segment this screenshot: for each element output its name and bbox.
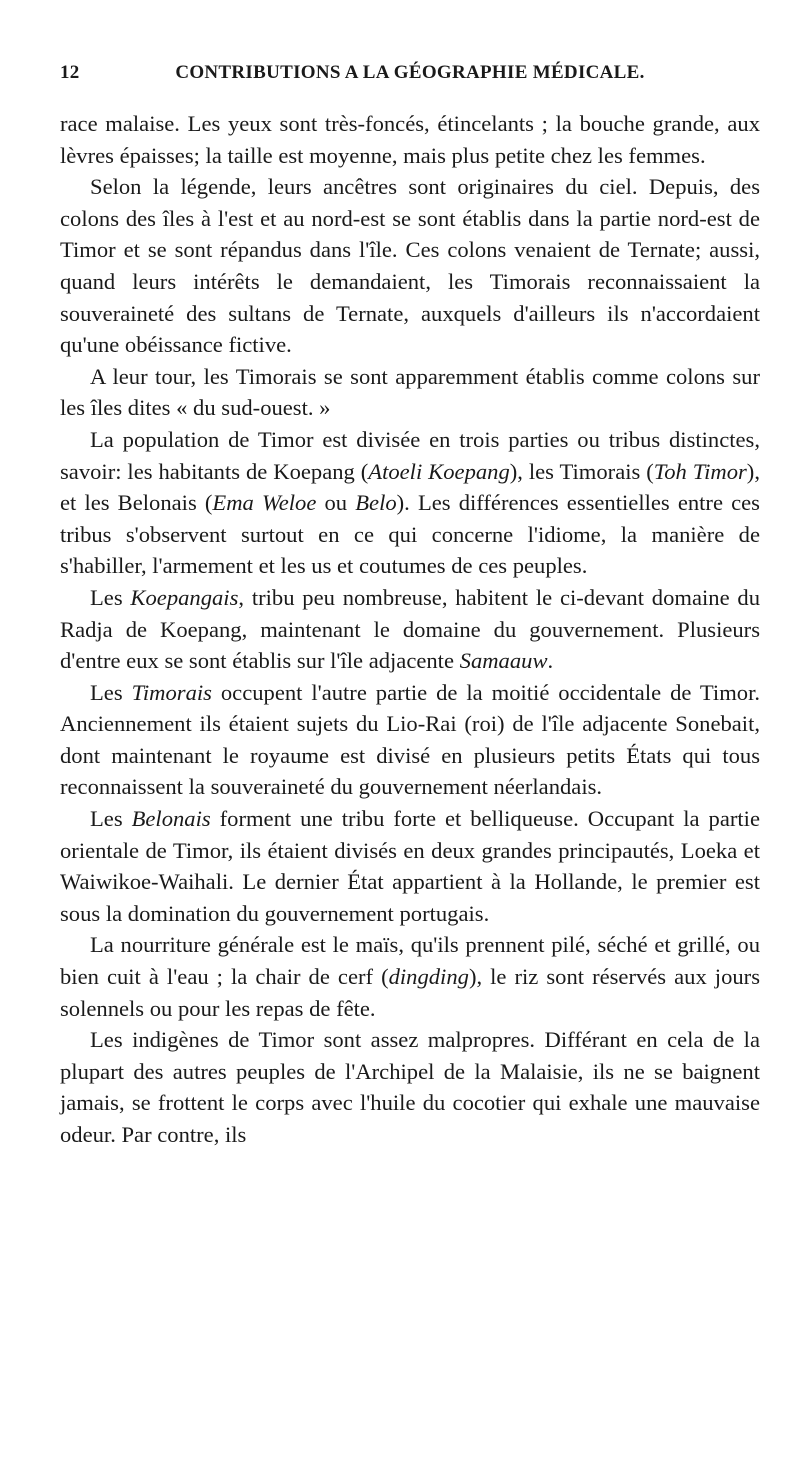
- italic-term: Belo: [355, 490, 397, 516]
- text-run: La nourriture générale est le maïs, qu'ils prennent pilé, séché et grillé, ou bien cuit à l'eau ; la chair de cerf (: [60, 932, 760, 990]
- text-run: ). Les différences essentielles entre ces tribus s'observent surtout en ce qui concerne l'idiome, la manière de s'habiller, l'armement et les us et coutumes de ces peuples.: [60, 490, 760, 579]
- text-run: Les indigènes de Timor sont assez malpropres. Différant en cela de la plupart des autres peuples de l'Archipel de la Malaisie, ils ne se baignent jamais, se frottent le corps avec l'huile du cocotier qui exhale une mauvaise odeur. Par contre, ils: [60, 1027, 760, 1147]
- paragraph: [60, 803, 760, 929]
- italic-term: Samaauw: [459, 648, 548, 674]
- page-number: 12: [60, 62, 80, 83]
- text-run: Les: [90, 584, 131, 610]
- text-run: Les: [90, 679, 132, 705]
- running-title: CONTRIBUTIONS A LA GÉOGRAPHIE MÉDICALE.: [175, 62, 645, 83]
- text-run: occupent l'autre partie de la moitié occidentale de Timor. Anciennement ils étaient sujets du Lio-Rai (roi) de l'île adjacente Sonebait, dont maintenant le royaume est divisé en plusieurs petits États qui tous reconnaissent la souveraineté du gouvernement néerlandais.: [60, 679, 760, 800]
- text-run: .: [547, 648, 554, 674]
- text-run: ), et les Belonais (: [60, 458, 760, 516]
- text-run: race malaise. Les yeux sont très-foncés, étincelants ; la bouche grande, aux lèvres épaisses; la taille est moyenne, mais plus petite chez les femmes.: [60, 111, 760, 168]
- paragraph: [60, 677, 760, 803]
- paragraph: [60, 424, 760, 582]
- paragraph: [60, 171, 760, 361]
- italic-term: dingding: [388, 964, 469, 990]
- text-run: La population de Timor est divisée en trois parties ou tribus distinctes, savoir: les habitants de Koepang (: [60, 426, 760, 484]
- text-run: ), les Timorais (: [509, 458, 654, 484]
- italic-term: Ema Weloe: [212, 490, 317, 516]
- italic-term: Timorais: [131, 679, 212, 705]
- italic-term: Belonais: [131, 806, 211, 832]
- italic-term: Koepangais: [130, 584, 239, 610]
- running-head: [60, 62, 760, 96]
- text-run: forment une tribu forte et belliqueuse. Occupant la partie orientale de Timor, ils étaient divisés en deux grandes principautés, Loeka et Waiwikoe-Waihali. Le dernier État appartient à la Hollande, le premier est sous la domination du gouvernement portugais.: [60, 806, 760, 926]
- text-run: Les: [90, 806, 132, 832]
- text-run: ), le riz sont réservés aux jours solennels ou pour les repas de fête.: [60, 964, 760, 1021]
- paragraph: [60, 1024, 760, 1150]
- italic-term: Atoeli Koepang: [368, 458, 510, 484]
- text-run: A leur tour, les Timorais se sont apparemment établis comme colons sur les îles dites « du sud-ouest. »: [60, 363, 760, 421]
- italic-term: Toh Timor: [653, 458, 747, 484]
- text-run: , tribu peu nombreuse, habitent le ci-devant domaine du Radja de Koepang, maintenant le domaine du gouvernement. Plusieurs d'entre eux se sont établis sur l'île adjacente: [60, 584, 760, 674]
- paragraph: [60, 108, 760, 171]
- paragraph: [60, 929, 760, 1024]
- text-run: Selon la légende, leurs ancêtres sont originaires du ciel. Depuis, des colons des îles à l'est et au nord-est se sont établis dans la partie nord-est de Timor et se sont répandus dans l'île. Ces colons venaient de Ternate; aussi, quand leurs intérêts le demandaient, les Timorais reconnaissaient la souveraineté des sultans de Ternate, auxquels d'ailleurs ils n'accordaient qu'une obéissance fictive.: [60, 174, 760, 358]
- page: [60, 62, 760, 1151]
- paragraph: [60, 582, 760, 677]
- text-run: ou: [316, 490, 356, 516]
- paragraph: [60, 361, 760, 424]
- body-text: [60, 108, 760, 1151]
